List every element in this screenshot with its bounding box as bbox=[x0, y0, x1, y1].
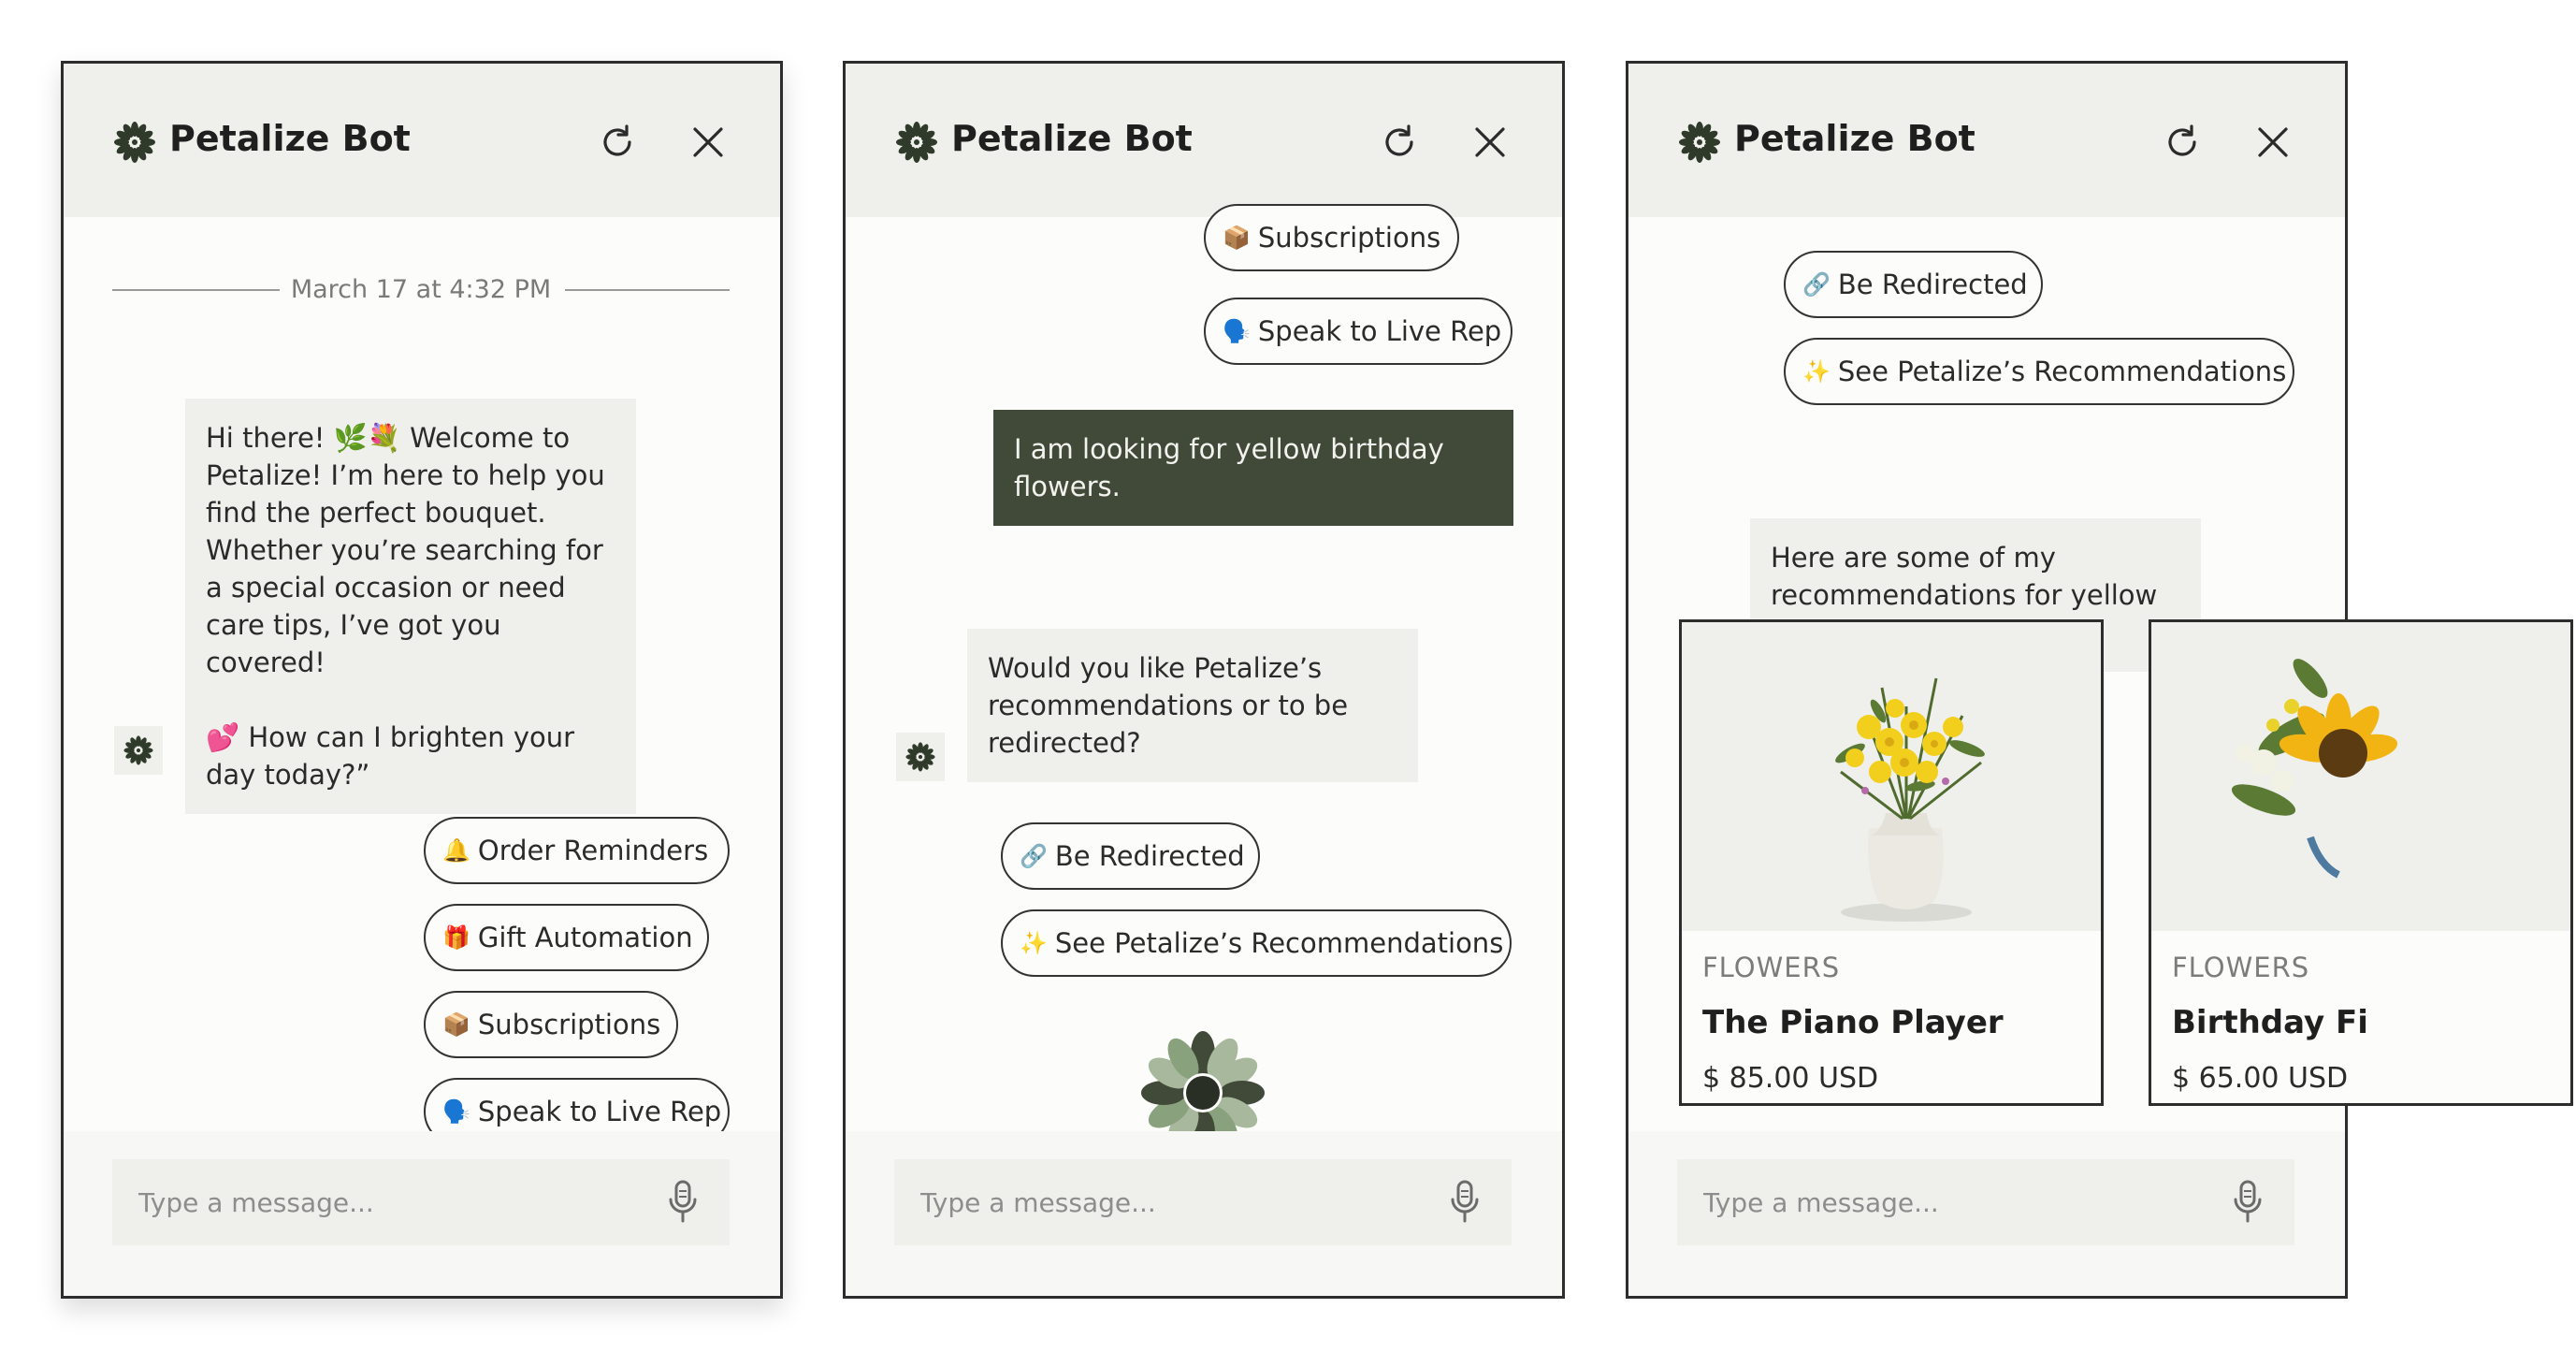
chip-label: Subscriptions bbox=[477, 1009, 661, 1040]
message-line: Petalize! I’m here to help you bbox=[206, 459, 605, 491]
microphone-icon[interactable] bbox=[2227, 1178, 2268, 1227]
chip-subscriptions[interactable] bbox=[424, 991, 678, 1058]
message-line: Hi there! 🌿💐 Welcome to bbox=[206, 422, 571, 454]
bot-avatar bbox=[114, 726, 163, 775]
message-line: I am looking for yellow birthday bbox=[1014, 433, 1444, 465]
flower-logo-icon bbox=[894, 120, 939, 165]
chat-panel-welcome bbox=[61, 61, 783, 1299]
message-line: Would you like Petalize’s bbox=[988, 652, 1323, 684]
refresh-icon[interactable] bbox=[2162, 122, 2203, 163]
chip-see-recommendations[interactable] bbox=[1001, 909, 1512, 977]
chat-panel-query bbox=[843, 61, 1565, 1299]
close-icon[interactable] bbox=[1469, 122, 1511, 163]
gift-icon: 🎁 bbox=[442, 924, 470, 951]
message-input[interactable] bbox=[894, 1159, 1512, 1245]
message-line: redirected? bbox=[988, 727, 1141, 759]
timestamp-divider bbox=[112, 271, 730, 309]
chat-messages[interactable] bbox=[846, 217, 1562, 1131]
message-line: Here are some of my bbox=[1771, 542, 2056, 574]
product-price: $ 85.00 USD bbox=[1702, 1062, 1879, 1095]
message-line: find the perfect bouquet. bbox=[206, 497, 546, 529]
chip-label: Order Reminders bbox=[477, 835, 709, 866]
chat-footer bbox=[846, 1131, 1562, 1296]
message-line: a special occasion or need bbox=[206, 572, 566, 603]
chip-gift-automation[interactable] bbox=[424, 904, 709, 971]
link-icon: 🔗 bbox=[1802, 271, 1831, 298]
sunflower-bouquet-image bbox=[2151, 622, 2576, 931]
product-image bbox=[1682, 622, 2101, 931]
package-icon: 📦 bbox=[1223, 225, 1251, 251]
message-input[interactable] bbox=[1677, 1159, 2294, 1245]
chat-header bbox=[1628, 64, 2345, 217]
chip-label: See Petalize’s Recommendations bbox=[1837, 356, 2287, 387]
refresh-icon[interactable] bbox=[597, 122, 638, 163]
sparkles-icon: ✨ bbox=[1802, 358, 1831, 385]
flower-avatar-icon bbox=[904, 741, 936, 773]
chip-label: Speak to Live Rep bbox=[1257, 315, 1502, 347]
speaking-head-icon: 🗣️ bbox=[1223, 318, 1251, 344]
bot-message-greeting bbox=[185, 399, 636, 814]
chip-label: Speak to Live Rep bbox=[477, 1096, 722, 1127]
message-line: 💕 How can I brighten your bbox=[206, 721, 575, 753]
message-line: day today?” bbox=[206, 759, 370, 791]
chip-label: Gift Automation bbox=[477, 922, 693, 953]
chip-subscriptions[interactable] bbox=[1204, 204, 1459, 271]
product-card[interactable] bbox=[2149, 619, 2573, 1106]
flower-avatar-icon bbox=[123, 734, 154, 766]
chat-header bbox=[846, 64, 1562, 217]
bell-icon: 🔔 bbox=[442, 837, 470, 864]
message-spacer bbox=[206, 681, 615, 719]
link-icon: 🔗 bbox=[1020, 843, 1048, 869]
package-icon: 📦 bbox=[442, 1011, 470, 1038]
chat-panel-recommendations bbox=[1626, 61, 2368, 1299]
message-input[interactable] bbox=[112, 1159, 730, 1245]
chip-label: Be Redirected bbox=[1054, 840, 1245, 872]
sparkles-icon: ✨ bbox=[1020, 930, 1048, 956]
message-line: Whether you’re searching for bbox=[206, 534, 603, 566]
chat-title: Petalize Bot bbox=[169, 118, 411, 159]
bot-avatar bbox=[896, 733, 945, 781]
message-line: flowers. bbox=[1014, 471, 1121, 502]
microphone-icon[interactable] bbox=[662, 1178, 703, 1227]
chat-title: Petalize Bot bbox=[951, 118, 1193, 159]
chat-messages[interactable] bbox=[1628, 217, 2368, 1131]
refresh-icon[interactable] bbox=[1379, 122, 1420, 163]
flower-logo-icon bbox=[112, 120, 157, 165]
user-message bbox=[993, 410, 1513, 526]
message-line: recommendations for yellow bbox=[1771, 579, 2158, 611]
product-name: The Piano Player bbox=[1702, 1004, 2004, 1041]
chip-order-reminders[interactable] bbox=[424, 817, 730, 884]
chip-label: See Petalize’s Recommendations bbox=[1054, 927, 1504, 959]
product-category: FLOWERS bbox=[1702, 952, 1841, 983]
chip-be-redirected[interactable] bbox=[1001, 822, 1260, 890]
message-line: care tips, I’ve got you covered! bbox=[206, 609, 501, 678]
chat-header bbox=[64, 64, 780, 217]
chip-see-recommendations[interactable] bbox=[1784, 338, 2294, 405]
chip-label: Be Redirected bbox=[1837, 269, 2028, 300]
chip-label: Subscriptions bbox=[1257, 222, 1441, 254]
chat-title: Petalize Bot bbox=[1734, 118, 1975, 159]
message-line: recommendations or to be bbox=[988, 690, 1349, 721]
chip-be-redirected[interactable] bbox=[1784, 251, 2043, 318]
close-icon[interactable] bbox=[2252, 122, 2294, 163]
chat-footer bbox=[64, 1131, 780, 1296]
product-category: FLOWERS bbox=[2172, 952, 2310, 983]
close-icon[interactable] bbox=[687, 122, 729, 163]
bot-message bbox=[967, 629, 1418, 782]
chip-speak-to-live-rep[interactable] bbox=[1204, 298, 1512, 365]
yellow-bouquet-vase-image bbox=[1682, 622, 2106, 931]
flower-logo-icon bbox=[1677, 120, 1722, 165]
product-card[interactable] bbox=[1679, 619, 2104, 1106]
speaking-head-icon: 🗣️ bbox=[442, 1098, 470, 1125]
product-price: $ 65.00 USD bbox=[2172, 1062, 2349, 1095]
timestamp: March 17 at 4:32 PM bbox=[280, 275, 562, 304]
product-name: Birthday Fi bbox=[2172, 1004, 2368, 1041]
chat-messages[interactable] bbox=[64, 217, 780, 1131]
product-image bbox=[2151, 622, 2570, 931]
chat-footer bbox=[1628, 1131, 2345, 1296]
microphone-icon[interactable] bbox=[1444, 1178, 1485, 1227]
